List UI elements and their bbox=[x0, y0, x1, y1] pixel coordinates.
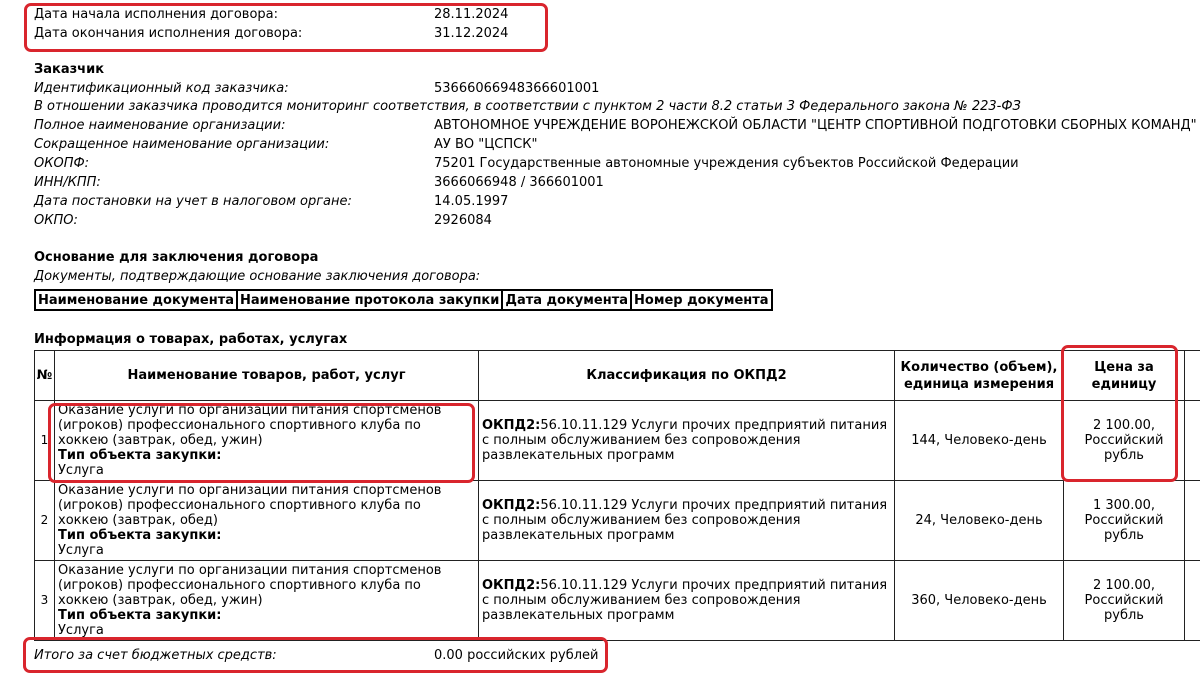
row-price: 2 100.00, Российский рубль bbox=[1064, 401, 1185, 481]
basis-table-header bbox=[35, 290, 772, 310]
goods-col-okpd: Классификация по ОКПД2 bbox=[479, 351, 895, 401]
monitoring-note: В отношении заказчика проводится мониторинг соответствия, в соответствии с пунктом 2 части 8.2 статьи 3 Федерального закона № 223-ФЗ bbox=[34, 99, 1021, 114]
basis-col-doc-date: Дата документа bbox=[502, 290, 631, 310]
tax-date-label: Дата постановки на учет в налоговом органе: bbox=[34, 194, 352, 209]
row-type-label: Тип объекта закупки: bbox=[58, 608, 222, 623]
total-value: 0.00 российских рублей bbox=[434, 648, 599, 663]
row-type-label: Тип объекта закупки: bbox=[58, 528, 222, 543]
okopf-label: ОКОПФ: bbox=[34, 156, 90, 171]
goods-col-name: Наименование товаров, работ, услуг bbox=[55, 351, 479, 401]
row-num: 1 bbox=[35, 401, 55, 481]
row-extra bbox=[1185, 481, 1200, 561]
full-name-value: АВТОНОМНОЕ УЧРЕЖДЕНИЕ ВОРОНЕЖСКОЙ ОБЛАСТИ "ЦЕНТР СПОРТИВНОЙ ПОДГОТОВКИ СБОРНЫХ КОМАНД" bbox=[434, 118, 1197, 133]
contract-end-value: 31.12.2024 bbox=[434, 26, 509, 41]
highlight-first-service-name bbox=[48, 403, 475, 483]
goods-heading: Информация о товарах, работах, услугах bbox=[34, 332, 348, 347]
row-type-value: Услуга bbox=[58, 623, 104, 638]
row-okpd-value: 56.10.11.129 Услуги прочих предприятий питания с полным обслуживанием без сопровождения развлекательных программ bbox=[482, 498, 888, 543]
contract-end-label: Дата окончания исполнения договора: bbox=[34, 26, 303, 41]
goods-col-num: № bbox=[35, 351, 55, 401]
row-name: Оказание услуги по организации питания спортсменов (игроков) профессионального спортивного клуба по хоккею (завтрак, обед, ужин) bbox=[58, 403, 442, 448]
total-label: Итого за счет бюджетных средств: bbox=[34, 648, 277, 663]
goods-table-header bbox=[35, 351, 1200, 401]
row-okpd-value: 56.10.11.129 Услуги прочих предприятий питания с полным обслуживанием без сопровождения развлекательных программ bbox=[482, 578, 888, 623]
basis-heading: Основание для заключения договора bbox=[34, 250, 319, 265]
basis-documents-table bbox=[34, 289, 773, 311]
row-type-value: Услуга bbox=[58, 543, 104, 558]
customer-id-value: 53666066948366601001 bbox=[434, 81, 600, 96]
contract-start-value: 28.11.2024 bbox=[434, 7, 509, 22]
short-name-value: АУ ВО "ЦСПСК" bbox=[434, 137, 538, 152]
highlight-budget-total bbox=[23, 637, 608, 673]
row-okpd-cell bbox=[479, 561, 895, 641]
highlight-contract-dates bbox=[24, 3, 548, 52]
highlight-price-column bbox=[1061, 345, 1178, 482]
row-qty: 360, Человеко-день bbox=[895, 561, 1064, 641]
row-name: Оказание услуги по организации питания спортсменов (игроков) профессионального спортивного клуба по хоккею (завтрак, обед) bbox=[58, 483, 442, 528]
contract-start-label: Дата начала исполнения договора: bbox=[34, 7, 279, 22]
row-name-cell bbox=[55, 481, 479, 561]
full-name-label: Полное наименование организации: bbox=[34, 118, 286, 133]
row-price: 2 100.00, Российский рубль bbox=[1064, 561, 1185, 641]
row-okpd-prefix: ОКПД2: bbox=[482, 418, 541, 433]
row-qty: 144, Человеко-день bbox=[895, 401, 1064, 481]
basis-col-doc-name: Наименование документа bbox=[35, 290, 237, 310]
basis-col-doc-number: Номер документа bbox=[631, 290, 772, 310]
row-okpd-cell bbox=[479, 481, 895, 561]
customer-id-label: Идентификационный код заказчика: bbox=[34, 81, 289, 96]
row-name: Оказание услуги по организации питания спортсменов (игроков) профессионального спортивного клуба по хоккею (завтрак, обед, ужин) bbox=[58, 563, 442, 608]
row-okpd-cell bbox=[479, 401, 895, 481]
okopf-value: 75201 Государственные автономные учреждения субъектов Российской Федерации bbox=[434, 156, 1019, 171]
tax-date-value: 14.05.1997 bbox=[434, 194, 509, 209]
row-type-label: Тип объекта закупки: bbox=[58, 448, 222, 463]
row-num: 3 bbox=[35, 561, 55, 641]
row-okpd-prefix: ОКПД2: bbox=[482, 498, 541, 513]
row-okpd-value: 56.10.11.129 Услуги прочих предприятий питания с полным обслуживанием без сопровождения развлекательных программ bbox=[482, 418, 888, 463]
customer-heading: Заказчик bbox=[34, 62, 105, 77]
table-row bbox=[35, 561, 1200, 641]
row-type-value: Услуга bbox=[58, 463, 104, 478]
row-price: 1 300.00, Российский рубль bbox=[1064, 481, 1185, 561]
row-okpd-prefix: ОКПД2: bbox=[482, 578, 541, 593]
goods-table bbox=[34, 350, 1200, 641]
row-name-cell bbox=[55, 561, 479, 641]
row-extra bbox=[1185, 561, 1200, 641]
inn-label: ИНН/КПП: bbox=[34, 175, 101, 190]
okpo-label: ОКПО: bbox=[34, 213, 78, 228]
inn-value: 3666066948 / 366601001 bbox=[434, 175, 604, 190]
basis-docs-label: Документы, подтверждающие основание заключения договора: bbox=[34, 269, 481, 284]
goods-col-extra bbox=[1185, 351, 1200, 401]
table-row bbox=[35, 481, 1200, 561]
goods-col-price: Цена за единицу bbox=[1064, 351, 1185, 401]
basis-col-protocol-name: Наименование протокола закупки bbox=[237, 290, 502, 310]
short-name-label: Сокращенное наименование организации: bbox=[34, 137, 330, 152]
row-num: 2 bbox=[35, 481, 55, 561]
row-extra bbox=[1185, 401, 1200, 481]
okpo-value: 2926084 bbox=[434, 213, 492, 228]
row-qty: 24, Человеко-день bbox=[895, 481, 1064, 561]
goods-col-qty: Количество (объем), единица измерения bbox=[895, 351, 1064, 401]
